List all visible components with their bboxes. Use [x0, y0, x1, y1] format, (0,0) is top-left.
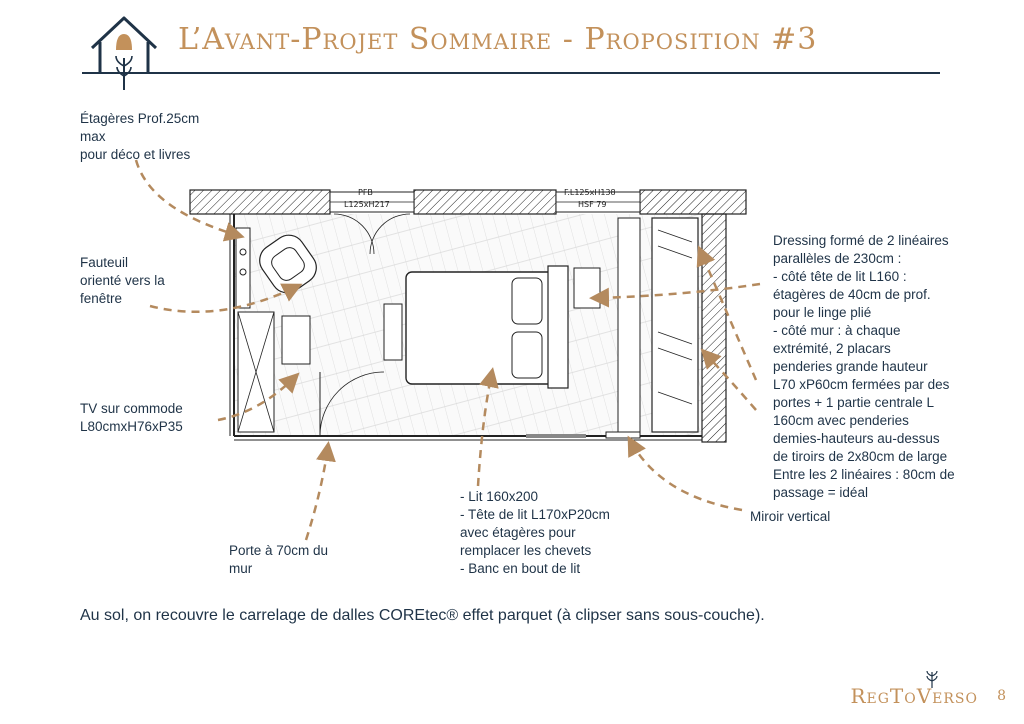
window-left-label-2: L125xH217	[344, 200, 390, 209]
window-right-label-1: F.L125xH138	[564, 188, 616, 197]
leaf-icon	[925, 670, 939, 690]
window-left-label-1: PFB	[358, 188, 373, 197]
note-tv: TV sur commode L80cmxH76xP35	[80, 401, 183, 434]
note-mirror: Miroir vertical	[750, 509, 831, 524]
note-door: Porte à 70cm du mur	[229, 543, 329, 576]
note-dressing: Dressing formé de 2 linéaires parallèles de 230cm : - côté tête de lit L160 : étagères de 40cm de prof. pour le linge plié - côté mur : à chaque extrémité, 2 placars penderies grande hauteur L70 xP60cm fermées par des portes + 1 partie centrale L 160cm avec penderies demies-hauteurs au-dessus de tiroirs de 2x80cm de large Entre les 2 linéaires : 80cm de passage = idéal	[773, 233, 955, 500]
page-number: 8	[997, 688, 1006, 704]
note-bed: - Lit 160x200 - Tête de lit L170xP20cm avec étagères pour remplacer les chevets - Banc en bout de lit	[460, 489, 610, 576]
note-shelves: Étagères Prof.25cm max pour déco et livres	[80, 111, 200, 162]
brand-logo: RegToVerso	[850, 684, 978, 708]
floor-note: Au sol, on recouvre le carrelage de dalles COREtec® effet parquet (à clipser sans sous-couche).	[80, 607, 765, 624]
page-title: L’Avant-Projet Sommaire - Proposition #3	[178, 22, 818, 57]
note-armchair: Fauteuil orienté vers la fenêtre	[80, 255, 165, 306]
window-right-label-2: HSF 79	[578, 200, 607, 209]
